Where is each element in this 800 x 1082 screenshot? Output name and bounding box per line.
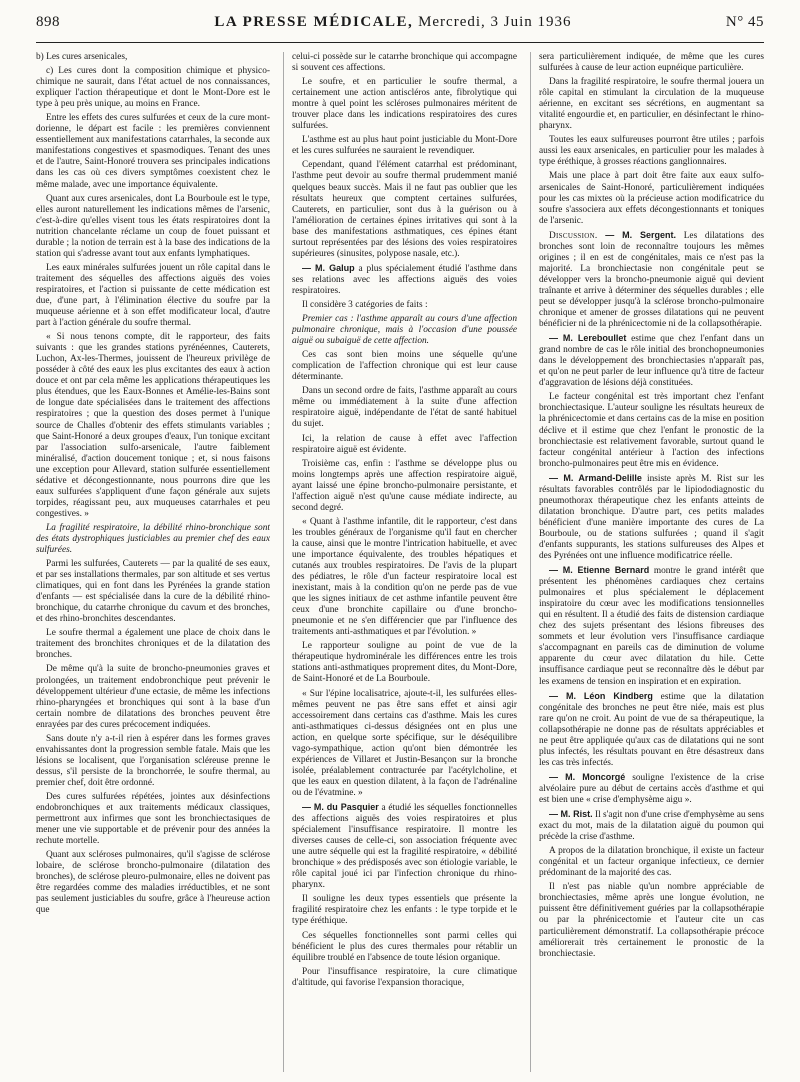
paragraph: Ces séquelles fonctionnelles sont parmi celles qui bénéficient le plus des cures thermales pour rétablir un équilibre troublé en l'absence de toute lésion organique. (292, 930, 517, 963)
paragraph: sera particulièrement indiquée, de même que les cures sulfurées à cause de leur action eupnéique particulière. (539, 52, 764, 74)
column-3 (530, 52, 764, 1072)
paragraph: La fragilité respiratoire, la débilité rhino-bronchique sont des états dystrophiques justiciables au premier chef des eaux sulfurées. (36, 522, 270, 556)
paragraph: Cependant, quand l'élément catarrhal est prédominant, l'asthme peut devoir au soufre thermal prudemment manié quelques beaux succès. Mais il ne faut pas oublier que les résultats heureux que comptent certaines sulfurées, Cauterets, en particulier, sont dus à la guérison ou à l'amélioration de certaines épines irritatives qui sont à la base des manifestations asthmatiques, ces épines étant surtout représentées par des lésions des voies respiratoires supérieures (sinusites, polypose nasale, etc.). (292, 160, 517, 259)
paragraph: Le rapporteur souligne au point de vue de la thérapeutique hydrominérale les différences entre les trois stations anti-asthmatiques proprement dites, du Mont-Dore, de Saint-Honoré et de La Bourboule. (292, 641, 517, 685)
paragraph-text: estime que la dilatation congénitale des bronches ne peut être niée, mais est plus rare qu'on ne croit. Au point de vue de sa thérapeutique, la collapsothérapie ne donne pas de résultats appréciables et ne peut être appliquée qu'aux cas de dilatations qui ne sont plus infectés, les résultats pouvant en être désastreux dans les cas très infectés. (539, 691, 764, 768)
paragraph (539, 333, 764, 389)
paragraph: Le soufre, et en particulier le soufre thermal, a certainement une action antiscléros ante, fibrolytique qui montre à quel point les scléroses pulmonaires méritent de trouver place dans les indications respiratoires des cures sulfurées. (292, 77, 517, 132)
paragraph: Sans doute n'y a-t-il rien à espérer dans les formes graves envahissantes dont la progression semble fatale. Mais que les lésions se localisent, que l'organisation scléreuse prenne le dessus, s'il persiste de la bronchorrée, le soufre thermal, au premier chef, doit être ordonné. (36, 733, 270, 788)
paragraph: Entre les effets des cures sulfurées et ceux de la cure mont-dorienne, le départ est facile : les premières conviennent essentiellement aux manifestations catarrhales, la seconde aux manifestations congestives et spasmodiques. Tenant des unes et de l'autre, Saint-Honoré trouvera ses principales indications dans les cas où ces divers symptômes coexistent chez le même malade, avec une importance équivalente. (36, 113, 270, 190)
paragraph: Ici, la relation de cause à effet avec l'affection respiratoire aiguë est évidente. (292, 433, 517, 455)
paragraph-text: souligne l'existence de la crise alvéolaire pure au début de certains accès d'asthme et qui est bien une « crise d'emphysème aigu ». (539, 772, 764, 805)
paragraph: Parmi les sulfurées, Cauterets — par la qualité de ses eaux, et par ses installations thermales, par son altitude et ses vertus climatiques, qui en font dans les Pyrénées la grande station d'enfants — est spécialisée dans la cure de la débilité rhino-bronchique, du catarrhe chronique du cavum et des bronches, et des rhino-bronchites descendantes. (36, 559, 270, 625)
paragraph-text: a plus spécialement étudié l'asthme dans ses relations avec les affections aiguës des voies respiratoires. (292, 263, 517, 296)
paragraph-text: Il s'agit non d'une crise d'emphysème au sens exact du mot, mais de la dilatation aiguë du poumon qui précède la crise d'asthme. (539, 810, 764, 843)
journal-name: LA PRESSE MÉDICALE, (214, 14, 414, 30)
paragraph: Il souligne les deux types essentiels que présente la fragilité respiratoire chez les enfants : le type torpide et le type éréthique. (292, 894, 517, 927)
speaker-name: — M. Etienne Bernard (549, 565, 650, 576)
paragraph: « Quant à l'asthme infantile, dit le rapporteur, c'est dans les troubles généraux de l'organisme qu'il faut en chercher la cause, ainsi que le montre l'intrication habituelle, et avec une importance équivalente, des troubles hépatiques et cutanés aux troubles respiratoires. De l'avis de la plupart des pédiatres, le rôle d'un facteur respiratoire local est inexistant, mais à la condition qu'on ne perde pas de vue que les signes initiaux de cet asthme infantile peuvent être ceux d'une bronchite capillaire ou d'une broncho-pneumonie et ne s'en différencier que par l'influence des traitements anti-asthmatiques et par l'évolution. » (292, 516, 517, 638)
speaker-name: — M. Sergent. (605, 229, 677, 240)
page-header (36, 14, 764, 43)
paragraph: De même qu'à la suite de broncho-pneumonies graves et prolongées, un traitement endobronchique peut prévenir le développement ultérieur d'une ectasie, de même les infections rhino-pharyngées et bronchiques qui sont à la base d'un certain nombre de dilatations des bronches peuvent être enrayées par des cures précocement indiquées. (36, 664, 270, 730)
speaker-name: — M. Galup (302, 262, 355, 273)
paragraph (539, 230, 764, 330)
column-2 (283, 52, 517, 1072)
discussion-heading: Discussion. (549, 230, 598, 241)
paragraph: Il considère 3 catégories de faits : (302, 299, 428, 310)
paragraph (539, 691, 764, 769)
speaker-name: — M. Moncorgé (549, 771, 626, 782)
paragraph-text: Les dilatations des bronches sont loin de reconnaître toujours les mêmes origines ; il en est de congénitales, mais ce n'est pas la majorité. La bronchiectasie non congénitale peut se développer vers la broncho-pneumonie aiguë qui devient traînante et arrive à déterminer des séquelles durables ; elle peut se développer jusqu'à la sclérose broncho-pulmonaire chronique et amener de grosses dilatations qui ne peuvent bénéficier ni de la phrénicectomie ni de la collapsothérapie. (539, 230, 764, 330)
paragraph: Quant aux cures arsenicales, dont La Bourboule est le type, elles auront naturellement les indications mêmes de l'arsenic, c'est-à-dire qu'elles visent tous les états respiratoires dont la nutrition chancelante réclame un coup de fouet puissant et durable ; la notion de terrain est à la base des indications de la station qui s'adresse avant tout aux enfants lymphatiques. (36, 193, 270, 259)
paragraph: Premier cas : l'asthme apparaît au cours d'une affection pulmonaire chronique, mais à l'occasion d'une poussée aiguë ou subaiguë de cette affection. (292, 314, 517, 347)
paragraph: L'asthme est au plus haut point justiciable du Mont-Dore et les cures sulfurées ne sauraient le revendiquer. (292, 135, 517, 157)
paragraph: Dans un second ordre de faits, l'asthme apparaît au cours même ou immédiatement à la suite d'une affection respiratoire aiguë, indépendante de l'état de santé habituel du sujet. (292, 386, 517, 430)
issue-number: N° 45 (725, 14, 764, 30)
page-number: 898 (36, 14, 60, 30)
paragraph-text: estime que chez l'enfant dans un grand nombre de cas le rôle initial des bronchopneumonies dans le développement des bronchiectasies n'apparaît pas, et qu'on ne peut parler de leur influence qu'à titre de facteur d'aggravation de lésions déjà constituées. (539, 334, 764, 389)
speaker-name: — M. du Pasquier (302, 802, 379, 812)
paragraph: b) Les cures arsenicales, (36, 52, 128, 62)
paragraph: celui-ci possède sur le catarrhe bronchique qui accompagne si souvent ces affections. (292, 52, 517, 74)
paragraph (539, 809, 764, 843)
paragraph (539, 772, 764, 806)
speaker-name: — M. Rist. (549, 809, 593, 820)
paragraph: Des cures sulfurées répétées, jointes aux désinfections endobronchiques et aux traitements médicaux classiques, permettront aux infirmes que sont les bronchiectasiques de mener une vie supportable et de prévenir pour des années la rechute mortelle. (36, 792, 270, 847)
paragraph: Dans la fragilité respiratoire, le soufre thermal jouera un rôle capital en stimulant la circulation de la muqueuse aérienne, en excitant ses sécrétions, en augmentant sa vitalité engourdie et, en particulier, en désinfectant le rhino-pharynx. (539, 77, 764, 132)
paragraph (292, 802, 517, 891)
paragraph (292, 263, 517, 297)
paragraph: Mais une place à part doit être faite aux eaux sulfo-arsenicales de Saint-Honoré, particulièrement indiquées pour les cas mixtes où la précieuse action modificatrice du soufre s'associera aux effets décongestionnants et toniques de l'arsenic. (539, 171, 764, 226)
article-columns (36, 52, 764, 1072)
paragraph: Ces cas sont bien moins une séquelle qu'une complication de l'affection chronique qui est leur cause déterminante. (292, 350, 517, 383)
paragraph: Troisième cas, enfin : l'asthme se développe plus ou moins longtemps après une affection respiratoire aiguë, ayant laissé une épine broncho-pulmonaire persistante, et l'affection aiguë n'est qu'une cause médiate indirecte, au second degré. (292, 458, 517, 513)
paragraph (539, 565, 764, 688)
paragraph: Toutes les eaux sulfureuses pourront être utiles ; parfois aussi les eaux arsenicales, en particulier pour les malades à type éréthique, à grosses réactions ganglionnaires. (539, 135, 764, 168)
paragraph: Le soufre thermal a également une place de choix dans le traitement des bronchites chroniques et de la dilatation des bronches. (36, 628, 270, 661)
paragraph: Les eaux minérales sulfurées jouent un rôle capital dans le traitement des séquelles des affections aiguës des voies respiratoires, et l'action si puissante de cette médication est due, d'une part, à l'élimination élective du soufre par la muqueuse aérienne et à son effet modificateur local, d'autre part à l'action générale du soufre thermal. (36, 262, 270, 329)
column-1 (36, 52, 270, 1072)
speaker-name: — M. Léon Kindberg (549, 690, 653, 701)
paragraph-text: insiste après M. Rist sur les résultats favorables contrôlés par le lipiododiagnostic du pneumothorax thérapeutique chez les enfants atteints de dilatation bronchique. D'autre part, ces petits malades bénéficient d'une manière importante des cures de La Bourboule, ou de stations sulfurées ; quand il s'agit d'enfants suppurants, les stations sulfureuses des Alpes et des Pyrénées ont une influence modificatrice réelle. (539, 473, 764, 562)
running-title (214, 14, 571, 31)
speaker-name: — M. Lereboullet (549, 333, 627, 344)
paragraph: A propos de la dilatation bronchique, il existe un facteur congénital et un facteur organique infectieux, ce dernier prédominant de la majorité des cas. (539, 846, 764, 879)
paragraph-text: montre le grand intérêt que présentent les phénomènes cardiaques chez certains pulmonaires et plus spécialement le déplacement inspiratoire du cœur avec les modifications tensionnelles qui en résultent. Il a étudié des faits de distension cardiaque chez des sujets présentant des lésions fibreuses des sommets et leur évolution vers l'insuffisance cardiaque s'accompagnant en pareils cas de diminution de volume apparente du cœur avec dilatation du hile. Cette insuffisance cardiaque peut se reconnaître dès le début par les examens de tension en inspiration et en expiration. (539, 566, 764, 687)
paragraph: « Sur l'épine localisatrice, ajoute-t-il, les sulfurées elles-mêmes peuvent ne pas être sans effet et ainsi agir accessoirement dans certains cas d'asthme. Mais les cures anti-asthmatiques ci-dessus désignées ont en plus une action, en quelque sorte spécifique, sur le déséquilibre vago-sympathique, action qu'ont bien démontrée les expériences de Villaret et Justin-Besançon sur la bronche isolée, préalablement contracturée par l'acétylcholine, et que les eaux en question dilatent, à la façon de l'adrénaline ou de l'évatmine. » (292, 688, 517, 798)
paragraph (539, 473, 764, 562)
paragraph: Il n'est pas niable qu'un nombre appréciable de bronchiectasies, même après une longue évolution, ne puissent être définitivement guéries par la collapsothérapie ou par la phrénicectomie et l'auteur cite un cas particulièrement démonstratif. La collapsothérapie précoce améliorerait très certainement le pronostic de la bronchiectasie. (539, 882, 764, 959)
paragraph: c) Les cures dont la composition chimique et physico-chimique ne saurait, dans l'état actuel de nos connaissances, expliquer l'action thérapeutique et dont le Mont-Dore est le type à peu près unique, au moins en France. (36, 66, 270, 110)
paragraph: Le facteur congénital est très important chez l'enfant bronchiectasique. L'auteur souligne les résultats heureux de la phrénicectomie et dans certains cas de la mise en position déclive et il estime que chez l'enfant le pronostic de la bronchiectasie est relativement favorable, surtout quand le facteur congénital antérieur à l'action des infections broncho-pulmonaires peut être mis en évidence. (539, 392, 764, 469)
paragraph-text: a étudié les séquelles fonctionnelles des affections aiguës des voies respiratoires et plus spécialement l'insuffisance respiratoire. Il montre les diverses causes de celle-ci, son association fréquente avec une autre séquelle qui est la fragilité respiratoire, « débilité bronchique » des prédisposés avec son étiologie variable, le rôle capital joué ici par l'infection chronique du rhino-pharynx. (292, 803, 517, 891)
paragraph: Pour l'insuffisance respiratoire, la cure climatique d'altitude, qui favorise l'expansion thoracique, (292, 966, 517, 988)
paragraph: « Si nous tenons compte, dit le rapporteur, des faits suivants : que les grandes stations pyrénéennes, Cauterets, Luchon, Ax-les-Thermes, jouissent de l'heureux privilège de posséder à côté des eaux les plus excitantes des eaux à action douce et ont par cela même les applications thérapeutiques les plus étendues, que les Eaux-Bonnes et Amélie-les-Bains sont de longue date spécialisées dans le traitement des affections respiratoires ; que la question des doses permet à l'unique source de Challes d'obtenir des effets stimulants variables ; que Saint-Honoré a deux groupes d'eaux, l'un tonique excitant par l'association sulfo-arsenicale, l'autre faiblement minéralisé, d'action doucement tonique ; et, si nous faisons une exception pour Allevard, station sulfurée essentiellement sédative et décongestionnante, nous pourrons dire que les eaux sulfurées s'appliquent d'une façon générale aux sujets torpides, réagissant peu, aux muqueuses catarrhales et peu congestives. » (36, 332, 270, 519)
issue-date: Mercredi, 3 Juin 1936 (418, 14, 572, 30)
paragraph: Quant aux scléroses pulmonaires, qu'il s'agisse de sclérose lobaire, de sclérose broncho-pulmonaire (dilatation des bronches), de sclérose pleuro-pulmonaire, elles ne doivent pas être regardées comme des maladies irréductibles, et ne sont pas seulement justiciables du soufre, grâce à l'heureuse action que (36, 850, 270, 916)
speaker-name: — M. Armand-Delille (549, 472, 642, 483)
